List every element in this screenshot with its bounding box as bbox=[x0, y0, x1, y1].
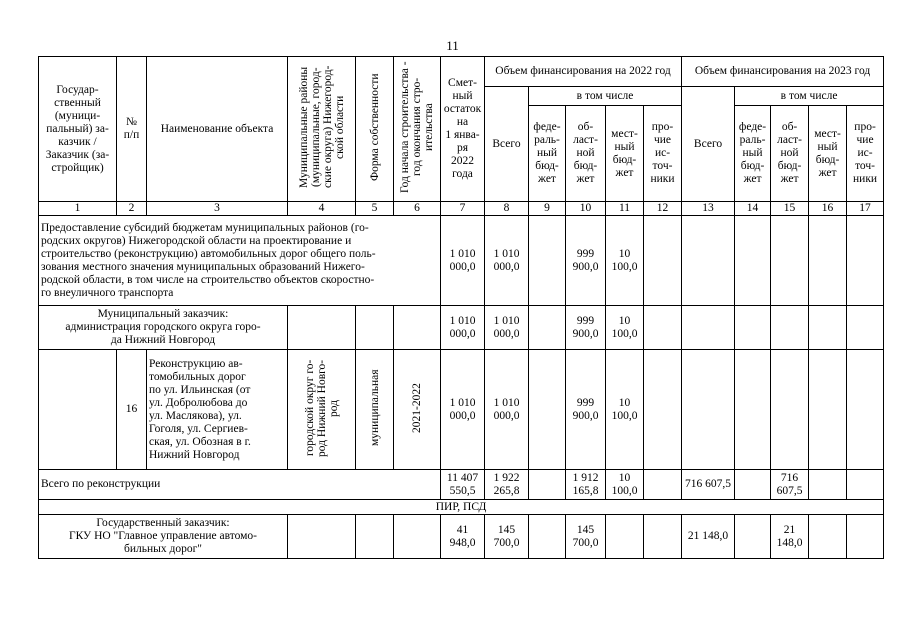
cell-c1 bbox=[39, 350, 117, 470]
section-title: ПИР, ПСД bbox=[39, 500, 884, 515]
cell-c11: 10 100,0 bbox=[606, 216, 644, 306]
cell-c11: 10 100,0 bbox=[606, 306, 644, 350]
table-row bbox=[39, 216, 884, 306]
cell-c16 bbox=[809, 515, 847, 559]
table-row bbox=[39, 350, 884, 470]
header-incl-2023: в том числе bbox=[735, 87, 884, 106]
cell-c15 bbox=[771, 306, 809, 350]
cell-c15 bbox=[771, 350, 809, 470]
cell-c12 bbox=[644, 350, 682, 470]
header-total-2022: Всего bbox=[485, 87, 529, 202]
cell-c8: 1 010 000,0 bbox=[485, 350, 529, 470]
municipal-customer: Муниципальный заказчик: администрация городского округа горо- да Нижний Новгород bbox=[39, 306, 288, 350]
cell-c12 bbox=[644, 306, 682, 350]
cell-c13 bbox=[682, 306, 735, 350]
table-row bbox=[39, 306, 884, 350]
cell-c9 bbox=[529, 470, 566, 500]
header-estimate-balance: Смет- ный остаток на 1 янва- ря 2022 года bbox=[441, 57, 485, 202]
cell-c5 bbox=[356, 515, 394, 559]
cell-c17 bbox=[847, 350, 884, 470]
cell-c6 bbox=[394, 515, 441, 559]
page-number: 11 bbox=[446, 38, 459, 53]
cell-c15 bbox=[771, 216, 809, 306]
table-row bbox=[39, 500, 884, 515]
header-total-2023: Всего bbox=[682, 87, 735, 202]
cell-c10: 999 900,0 bbox=[566, 216, 606, 306]
cell-c11: 10 100,0 bbox=[606, 470, 644, 500]
header-mest-2023: мест- ный бюд- жет bbox=[809, 106, 847, 202]
object-district: городской округ го-род Нижний Новго-род bbox=[288, 350, 356, 470]
cell-c10: 999 900,0 bbox=[566, 306, 606, 350]
cell-c9 bbox=[529, 350, 566, 470]
state-customer: Государственный заказчик: ГКУ НО "Главное управление автомо- бильных дорог" bbox=[39, 515, 288, 559]
header-years: Год начала строительства - год окончания стро-ительства bbox=[394, 57, 441, 202]
subsidy-text: Предоставление субсидий бюджетам муниципальных районов (го- родских округов) Нижегородской области на проектирование и строительство (реконструкцию) автомобильных дорог общего поль- зования местного значения муниципальных образований Нижего- родской области, в том числе на строительство объектов скоростно- го внеуличного транспорта bbox=[39, 216, 441, 306]
cell-c12 bbox=[644, 470, 682, 500]
cell-c4 bbox=[288, 306, 356, 350]
cell-c10: 145 700,0 bbox=[566, 515, 606, 559]
col-num: 4 bbox=[288, 202, 356, 216]
cell-c16 bbox=[809, 216, 847, 306]
col-num: 1 bbox=[39, 202, 117, 216]
object-name: Реконструкцию ав- томобильных дорог по ул. Ильинская (от ул. Добролюбова до ул. Маслякова), ул. Гоголя, ул. Сергиев- ская, ул. Обозная в г. Нижний Новгород bbox=[147, 350, 288, 470]
cell-c9 bbox=[529, 216, 566, 306]
header-fin-2022: Объем финансирования на 2022 год bbox=[485, 57, 682, 87]
header-row bbox=[39, 57, 884, 87]
cell-c14 bbox=[735, 515, 771, 559]
cell-c11: 10 100,0 bbox=[606, 350, 644, 470]
cell-c5 bbox=[356, 306, 394, 350]
cell-c17 bbox=[847, 216, 884, 306]
cell-c14 bbox=[735, 306, 771, 350]
header-districts: Муниципальные районы (муниципальные, город-ские округа) Нижегород-ской области bbox=[288, 57, 356, 202]
cell-c7: 1 010 000,0 bbox=[441, 306, 485, 350]
cell-c13 bbox=[682, 350, 735, 470]
cell-c12 bbox=[644, 216, 682, 306]
cell-c10: 999 900,0 bbox=[566, 350, 606, 470]
header-fed-2022: феде- раль- ный бюд- жет bbox=[529, 106, 566, 202]
col-num: 3 bbox=[147, 202, 288, 216]
cell-c11 bbox=[606, 515, 644, 559]
header-obl-2023: об- ласт- ной бюд- жет bbox=[771, 106, 809, 202]
cell-c10: 1 912 165,8 bbox=[566, 470, 606, 500]
cell-c14 bbox=[735, 216, 771, 306]
col-num: 11 bbox=[606, 202, 644, 216]
col-num: 16 bbox=[809, 202, 847, 216]
header-num: № п/п bbox=[117, 57, 147, 202]
header-fin-2023: Объем финансирования на 2023 год bbox=[682, 57, 884, 87]
header-fed-2023: феде- раль- ный бюд- жет bbox=[735, 106, 771, 202]
col-num: 5 bbox=[356, 202, 394, 216]
object-years: 2021-2022 bbox=[394, 350, 441, 470]
cell-c17 bbox=[847, 470, 884, 500]
cell-c14 bbox=[735, 470, 771, 500]
col-num: 13 bbox=[682, 202, 735, 216]
col-num: 12 bbox=[644, 202, 682, 216]
object-ownership: муниципальная bbox=[356, 350, 394, 470]
cell-c12 bbox=[644, 515, 682, 559]
cell-c15: 716 607,5 bbox=[771, 470, 809, 500]
cell-c15: 21 148,0 bbox=[771, 515, 809, 559]
col-num: 6 bbox=[394, 202, 441, 216]
header-customer: Государ- ственный (муници- пальный) за- казчик / Заказчик (за- стройщик) bbox=[39, 57, 117, 202]
col-num: 9 bbox=[529, 202, 566, 216]
cell-c8: 1 010 000,0 bbox=[485, 306, 529, 350]
cell-c17 bbox=[847, 306, 884, 350]
column-numbers-row bbox=[39, 202, 884, 216]
cell-c7: 1 010 000,0 bbox=[441, 350, 485, 470]
cell-c8: 1 922 265,8 bbox=[485, 470, 529, 500]
cell-c8: 145 700,0 bbox=[485, 515, 529, 559]
header-obl-2022: об- ласт- ной бюд- жет bbox=[566, 106, 606, 202]
header-object-name: Наименование объекта bbox=[147, 57, 288, 202]
cell-c13 bbox=[682, 216, 735, 306]
cell-c16 bbox=[809, 350, 847, 470]
col-num: 15 bbox=[771, 202, 809, 216]
header-incl-2022: в том числе bbox=[529, 87, 682, 106]
cell-c16 bbox=[809, 470, 847, 500]
cell-c7: 11 407 550,5 bbox=[441, 470, 485, 500]
cell-c7: 41 948,0 bbox=[441, 515, 485, 559]
cell-c14 bbox=[735, 350, 771, 470]
col-num: 10 bbox=[566, 202, 606, 216]
cell-c9 bbox=[529, 306, 566, 350]
cell-c13: 716 607,5 bbox=[682, 470, 735, 500]
financing-table bbox=[38, 56, 884, 559]
col-num: 8 bbox=[485, 202, 529, 216]
object-num: 16 bbox=[117, 350, 147, 470]
col-num: 2 bbox=[117, 202, 147, 216]
table-row bbox=[39, 470, 884, 500]
header-ownership: Форма собственности bbox=[356, 57, 394, 202]
total-label: Всего по реконструкции bbox=[39, 470, 441, 500]
cell-c13: 21 148,0 bbox=[682, 515, 735, 559]
header-other-2022: про- чие ис- точ- ники bbox=[644, 106, 682, 202]
col-num: 14 bbox=[735, 202, 771, 216]
cell-c16 bbox=[809, 306, 847, 350]
cell-c17 bbox=[847, 515, 884, 559]
cell-c7: 1 010 000,0 bbox=[441, 216, 485, 306]
col-num: 17 bbox=[847, 202, 884, 216]
table-row bbox=[39, 515, 884, 559]
cell-c8: 1 010 000,0 bbox=[485, 216, 529, 306]
col-num: 7 bbox=[441, 202, 485, 216]
cell-c4 bbox=[288, 515, 356, 559]
header-other-2023: про- чие ис- точ- ники bbox=[847, 106, 884, 202]
cell-c9 bbox=[529, 515, 566, 559]
header-mest-2022: мест- ный бюд- жет bbox=[606, 106, 644, 202]
cell-c6 bbox=[394, 306, 441, 350]
